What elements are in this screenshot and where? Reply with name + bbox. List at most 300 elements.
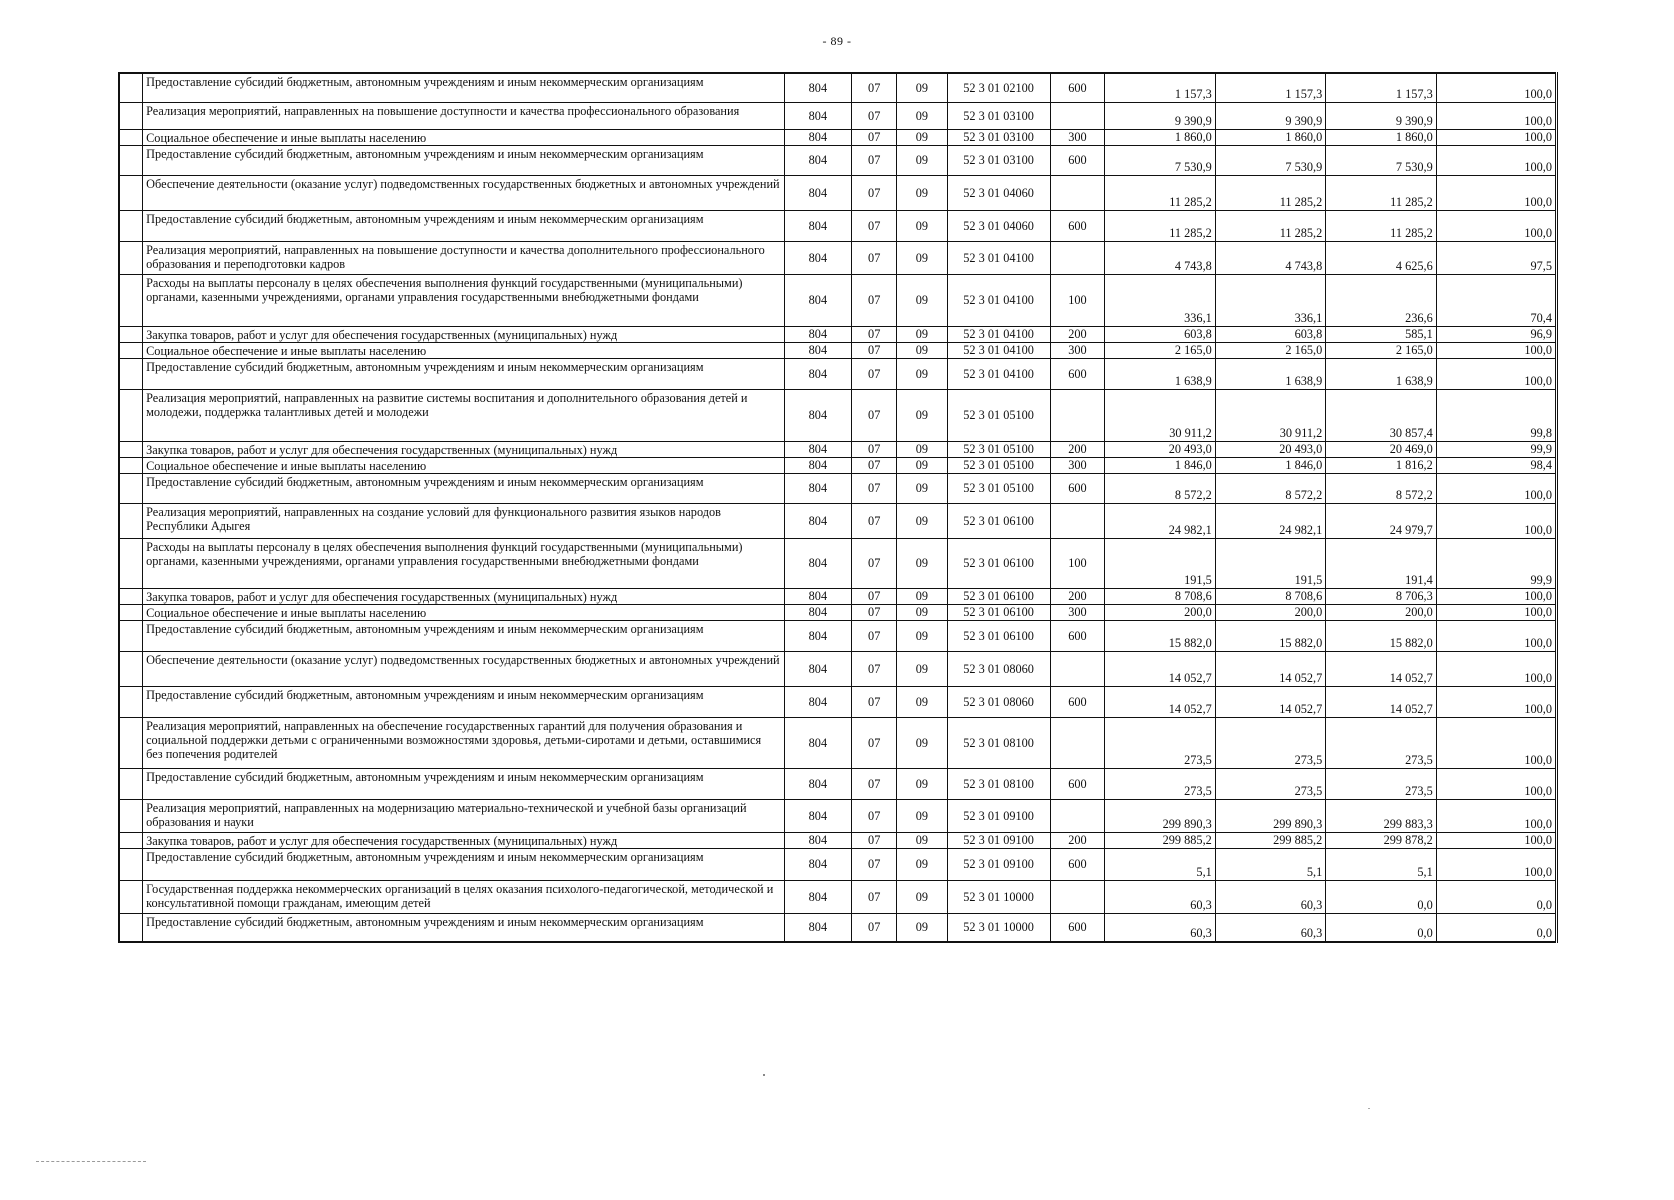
table-row [119, 358, 1557, 389]
cell-approved: 191,5 [1105, 538, 1215, 588]
cell-section: 07 [852, 389, 897, 441]
cell-section: 07 [852, 473, 897, 503]
table-body [119, 73, 1557, 942]
cell-revised: 603,8 [1215, 326, 1325, 342]
cell-approved: 1 860,0 [1105, 129, 1215, 145]
cell-margin [119, 129, 143, 145]
cell-subsection: 09 [897, 473, 947, 503]
cell-expense-type: 600 [1050, 620, 1105, 651]
cell-target-article: 52 3 01 06100 [947, 588, 1050, 604]
table-row [119, 880, 1557, 913]
cell-name: Предоставление субсидий бюджетным, автономным учреждениям и иным некоммерческим организациям [143, 913, 785, 942]
cell-revised: 191,5 [1215, 538, 1325, 588]
cell-subsection: 09 [897, 457, 947, 473]
table-row [119, 441, 1557, 457]
cell-revised: 8 572,2 [1215, 473, 1325, 503]
cell-ved: 804 [784, 145, 852, 175]
budget-table-container [118, 72, 1558, 943]
cell-approved: 2 165,0 [1105, 342, 1215, 358]
cell-approved: 5,1 [1105, 848, 1215, 880]
cell-expense-type: 600 [1050, 473, 1105, 503]
cell-expense-type [1050, 241, 1105, 274]
cell-executed: 273,5 [1326, 768, 1436, 799]
cell-approved: 24 982,1 [1105, 503, 1215, 538]
cell-subsection: 09 [897, 848, 947, 880]
cell-executed: 24 979,7 [1326, 503, 1436, 538]
cell-executed: 8 706,3 [1326, 588, 1436, 604]
cell-percent: 100,0 [1436, 651, 1556, 686]
cell-percent: 100,0 [1436, 604, 1556, 620]
cell-expense-type: 100 [1050, 274, 1105, 326]
cell-revised: 14 052,7 [1215, 686, 1325, 717]
cell-percent: 100,0 [1436, 768, 1556, 799]
cell-ved: 804 [784, 848, 852, 880]
table-row [119, 651, 1557, 686]
cell-name: Реализация мероприятий, направленных на модернизацию материально-технической и учебной базы организаций образования и науки [143, 799, 785, 832]
cell-margin [119, 538, 143, 588]
cell-name: Социальное обеспечение и иные выплаты населению [143, 604, 785, 620]
cell-expense-type [1050, 102, 1105, 129]
cell-section: 07 [852, 503, 897, 538]
cell-target-article: 52 3 01 04060 [947, 175, 1050, 210]
cell-section: 07 [852, 686, 897, 717]
cell-subsection: 09 [897, 538, 947, 588]
cell-subsection: 09 [897, 686, 947, 717]
table-row [119, 503, 1557, 538]
cell-target-article: 52 3 01 04100 [947, 342, 1050, 358]
cell-executed: 4 625,6 [1326, 241, 1436, 274]
cell-subsection: 09 [897, 175, 947, 210]
cell-revised: 336,1 [1215, 274, 1325, 326]
cell-percent: 100,0 [1436, 342, 1556, 358]
cell-ved: 804 [784, 102, 852, 129]
cell-target-article: 52 3 01 10000 [947, 913, 1050, 942]
cell-section: 07 [852, 175, 897, 210]
cell-section: 07 [852, 145, 897, 175]
cell-section: 07 [852, 799, 897, 832]
cell-target-article: 52 3 01 08060 [947, 686, 1050, 717]
cell-revised: 8 708,6 [1215, 588, 1325, 604]
cell-target-article: 52 3 01 03100 [947, 102, 1050, 129]
cell-subsection: 09 [897, 799, 947, 832]
cell-subsection: 09 [897, 102, 947, 129]
cell-subsection: 09 [897, 441, 947, 457]
cell-revised: 1 846,0 [1215, 457, 1325, 473]
cell-executed: 299 883,3 [1326, 799, 1436, 832]
cell-target-article: 52 3 01 04100 [947, 241, 1050, 274]
cell-percent: 100,0 [1436, 473, 1556, 503]
cell-approved: 273,5 [1105, 768, 1215, 799]
cell-section: 07 [852, 717, 897, 768]
cell-target-article: 52 3 01 05100 [947, 389, 1050, 441]
cell-ved: 804 [784, 73, 852, 102]
cell-target-article: 52 3 01 02100 [947, 73, 1050, 102]
cell-section: 07 [852, 588, 897, 604]
cell-expense-type: 300 [1050, 129, 1105, 145]
table-row [119, 686, 1557, 717]
cell-percent: 100,0 [1436, 686, 1556, 717]
table-row [119, 620, 1557, 651]
cell-executed: 30 857,4 [1326, 389, 1436, 441]
cell-expense-type: 600 [1050, 210, 1105, 241]
scan-speck [1368, 1108, 1370, 1109]
cell-revised: 273,5 [1215, 768, 1325, 799]
cell-target-article: 52 3 01 05100 [947, 457, 1050, 473]
table-row [119, 717, 1557, 768]
cell-percent: 96,9 [1436, 326, 1556, 342]
cell-margin [119, 342, 143, 358]
cell-expense-type: 600 [1050, 913, 1105, 942]
table-row [119, 129, 1557, 145]
cell-executed: 585,1 [1326, 326, 1436, 342]
cell-executed: 299 878,2 [1326, 832, 1436, 848]
cell-ved: 804 [784, 241, 852, 274]
cell-target-article: 52 3 01 10000 [947, 880, 1050, 913]
cell-expense-type: 300 [1050, 342, 1105, 358]
cell-percent: 100,0 [1436, 129, 1556, 145]
cell-target-article: 52 3 01 05100 [947, 473, 1050, 503]
cell-revised: 200,0 [1215, 604, 1325, 620]
cell-approved: 15 882,0 [1105, 620, 1215, 651]
cell-margin [119, 768, 143, 799]
cell-ved: 804 [784, 913, 852, 942]
cell-approved: 60,3 [1105, 913, 1215, 942]
table-row [119, 210, 1557, 241]
cell-name: Предоставление субсидий бюджетным, автономным учреждениям и иным некоммерческим организациям [143, 768, 785, 799]
cell-target-article: 52 3 01 04100 [947, 326, 1050, 342]
cell-subsection: 09 [897, 274, 947, 326]
cell-revised: 9 390,9 [1215, 102, 1325, 129]
cell-approved: 1 638,9 [1105, 358, 1215, 389]
cell-ved: 804 [784, 210, 852, 241]
cell-target-article: 52 3 01 06100 [947, 503, 1050, 538]
cell-ved: 804 [784, 604, 852, 620]
cell-target-article: 52 3 01 09100 [947, 848, 1050, 880]
cell-approved: 20 493,0 [1105, 441, 1215, 457]
table-row [119, 538, 1557, 588]
cell-revised: 299 890,3 [1215, 799, 1325, 832]
cell-subsection: 09 [897, 358, 947, 389]
cell-expense-type [1050, 880, 1105, 913]
cell-expense-type: 600 [1050, 73, 1105, 102]
cell-ved: 804 [784, 717, 852, 768]
table-row [119, 457, 1557, 473]
cell-subsection: 09 [897, 145, 947, 175]
cell-executed: 11 285,2 [1326, 175, 1436, 210]
cell-section: 07 [852, 832, 897, 848]
cell-percent: 70,4 [1436, 274, 1556, 326]
cell-name: Обеспечение деятельности (оказание услуг) подведомственных государственных бюджетных и автономных учреждений [143, 651, 785, 686]
cell-name: Предоставление субсидий бюджетным, автономным учреждениям и иным некоммерческим организациям [143, 210, 785, 241]
cell-section: 07 [852, 326, 897, 342]
cell-section: 07 [852, 768, 897, 799]
cell-executed: 1 816,2 [1326, 457, 1436, 473]
table-row [119, 799, 1557, 832]
cell-ved: 804 [784, 686, 852, 717]
cell-section: 07 [852, 274, 897, 326]
cell-subsection: 09 [897, 342, 947, 358]
cell-percent: 100,0 [1436, 717, 1556, 768]
cell-subsection: 09 [897, 620, 947, 651]
cell-revised: 299 885,2 [1215, 832, 1325, 848]
cell-subsection: 09 [897, 651, 947, 686]
cell-ved: 804 [784, 358, 852, 389]
cell-executed: 236,6 [1326, 274, 1436, 326]
cell-approved: 273,5 [1105, 717, 1215, 768]
cell-ved: 804 [784, 342, 852, 358]
cell-target-article: 52 3 01 03100 [947, 129, 1050, 145]
cell-section: 07 [852, 620, 897, 651]
table-row [119, 145, 1557, 175]
cell-margin [119, 102, 143, 129]
cell-name: Реализация мероприятий, направленных на обеспечение государственных гарантий для получения образования и социальной поддержки детьми с ограниченными возможностями здоровья, детьми-сиротами и детьми, оставшимися без попечения родителей [143, 717, 785, 768]
cell-margin [119, 848, 143, 880]
cell-percent: 100,0 [1436, 73, 1556, 102]
cell-expense-type [1050, 175, 1105, 210]
cell-ved: 804 [784, 620, 852, 651]
cell-subsection: 09 [897, 588, 947, 604]
cell-approved: 4 743,8 [1105, 241, 1215, 274]
cell-subsection: 09 [897, 913, 947, 942]
cell-percent: 99,8 [1436, 389, 1556, 441]
cell-ved: 804 [784, 832, 852, 848]
cell-target-article: 52 3 01 06100 [947, 620, 1050, 651]
cell-expense-type [1050, 503, 1105, 538]
cell-percent: 100,0 [1436, 175, 1556, 210]
table-row [119, 274, 1557, 326]
cell-expense-type [1050, 389, 1105, 441]
cell-approved: 299 890,3 [1105, 799, 1215, 832]
cell-target-article: 52 3 01 04100 [947, 274, 1050, 326]
cell-revised: 7 530,9 [1215, 145, 1325, 175]
cell-approved: 1 846,0 [1105, 457, 1215, 473]
cell-margin [119, 241, 143, 274]
cell-expense-type [1050, 799, 1105, 832]
cell-section: 07 [852, 457, 897, 473]
cell-percent: 0,0 [1436, 913, 1556, 942]
cell-approved: 1 157,3 [1105, 73, 1215, 102]
table-row [119, 604, 1557, 620]
scan-speck [763, 1074, 765, 1076]
cell-approved: 299 885,2 [1105, 832, 1215, 848]
cell-name: Предоставление субсидий бюджетным, автономным учреждениям и иным некоммерческим организациям [143, 73, 785, 102]
cell-ved: 804 [784, 651, 852, 686]
cell-expense-type [1050, 651, 1105, 686]
cell-name: Закупка товаров, работ и услуг для обеспечения государственных (муниципальных) нужд [143, 588, 785, 604]
cell-subsection: 09 [897, 326, 947, 342]
cell-percent: 100,0 [1436, 358, 1556, 389]
scan-artifact [36, 1161, 146, 1163]
cell-margin [119, 832, 143, 848]
cell-margin [119, 145, 143, 175]
cell-subsection: 09 [897, 389, 947, 441]
table-row [119, 175, 1557, 210]
cell-name: Реализация мероприятий, направленных на повышение доступности и качества дополнительного профессионального образования и переподготовки кадров [143, 241, 785, 274]
cell-approved: 200,0 [1105, 604, 1215, 620]
cell-revised: 1 860,0 [1215, 129, 1325, 145]
cell-subsection: 09 [897, 604, 947, 620]
cell-ved: 804 [784, 880, 852, 913]
cell-margin [119, 358, 143, 389]
cell-margin [119, 799, 143, 832]
cell-percent: 100,0 [1436, 832, 1556, 848]
cell-executed: 1 157,3 [1326, 73, 1436, 102]
cell-margin [119, 73, 143, 102]
cell-margin [119, 620, 143, 651]
cell-subsection: 09 [897, 129, 947, 145]
cell-section: 07 [852, 358, 897, 389]
cell-ved: 804 [784, 588, 852, 604]
cell-revised: 20 493,0 [1215, 441, 1325, 457]
cell-subsection: 09 [897, 241, 947, 274]
cell-margin [119, 457, 143, 473]
cell-target-article: 52 3 01 08060 [947, 651, 1050, 686]
cell-executed: 14 052,7 [1326, 651, 1436, 686]
cell-margin [119, 717, 143, 768]
table-row [119, 389, 1557, 441]
cell-margin [119, 604, 143, 620]
cell-revised: 60,3 [1215, 913, 1325, 942]
cell-percent: 100,0 [1436, 799, 1556, 832]
cell-ved: 804 [784, 129, 852, 145]
cell-name: Предоставление субсидий бюджетным, автономным учреждениям и иным некоммерческим организациям [143, 620, 785, 651]
cell-approved: 603,8 [1105, 326, 1215, 342]
cell-margin [119, 503, 143, 538]
cell-executed: 273,5 [1326, 717, 1436, 768]
cell-name: Предоставление субсидий бюджетным, автономным учреждениям и иным некоммерческим организациям [143, 848, 785, 880]
cell-executed: 11 285,2 [1326, 210, 1436, 241]
cell-subsection: 09 [897, 210, 947, 241]
cell-section: 07 [852, 913, 897, 942]
cell-margin [119, 588, 143, 604]
cell-executed: 20 469,0 [1326, 441, 1436, 457]
cell-revised: 2 165,0 [1215, 342, 1325, 358]
cell-executed: 2 165,0 [1326, 342, 1436, 358]
cell-percent: 100,0 [1436, 145, 1556, 175]
cell-approved: 7 530,9 [1105, 145, 1215, 175]
cell-revised: 1 157,3 [1215, 73, 1325, 102]
cell-subsection: 09 [897, 880, 947, 913]
cell-name: Реализация мероприятий, направленных на развитие системы воспитания и дополнительного образования детей и молодежи, поддержка талантливых детей и молодежи [143, 389, 785, 441]
cell-subsection: 09 [897, 503, 947, 538]
cell-ved: 804 [784, 274, 852, 326]
cell-expense-type: 100 [1050, 538, 1105, 588]
cell-executed: 1 638,9 [1326, 358, 1436, 389]
cell-percent: 100,0 [1436, 620, 1556, 651]
cell-revised: 11 285,2 [1215, 210, 1325, 241]
cell-target-article: 52 3 01 04100 [947, 358, 1050, 389]
cell-name: Закупка товаров, работ и услуг для обеспечения государственных (муниципальных) нужд [143, 441, 785, 457]
cell-percent: 0,0 [1436, 880, 1556, 913]
cell-name: Расходы на выплаты персоналу в целях обеспечения выполнения функций государственными (муниципальными) органами, казенными учреждениями, органами управления государственными внебюджетными фондами [143, 274, 785, 326]
cell-name: Предоставление субсидий бюджетным, автономным учреждениям и иным некоммерческим организациям [143, 145, 785, 175]
table-row [119, 326, 1557, 342]
cell-approved: 8 708,6 [1105, 588, 1215, 604]
page-number: - 89 - [822, 34, 852, 48]
cell-name: Закупка товаров, работ и услуг для обеспечения государственных (муниципальных) нужд [143, 326, 785, 342]
cell-subsection: 09 [897, 768, 947, 799]
cell-percent: 99,9 [1436, 538, 1556, 588]
cell-section: 07 [852, 241, 897, 274]
cell-target-article: 52 3 01 06100 [947, 538, 1050, 588]
cell-section: 07 [852, 102, 897, 129]
cell-margin [119, 175, 143, 210]
cell-name: Государственная поддержка некоммерческих организаций в целях оказания психолого-педагогической, методической и консультативной помощи гражданам, имеющим детей [143, 880, 785, 913]
table-row [119, 848, 1557, 880]
cell-margin [119, 473, 143, 503]
cell-revised: 5,1 [1215, 848, 1325, 880]
cell-ved: 804 [784, 175, 852, 210]
cell-executed: 0,0 [1326, 880, 1436, 913]
cell-expense-type: 300 [1050, 604, 1105, 620]
cell-revised: 1 638,9 [1215, 358, 1325, 389]
cell-executed: 7 530,9 [1326, 145, 1436, 175]
cell-margin [119, 210, 143, 241]
cell-ved: 804 [784, 441, 852, 457]
cell-subsection: 09 [897, 73, 947, 102]
cell-target-article: 52 3 01 09100 [947, 832, 1050, 848]
cell-name: Социальное обеспечение и иные выплаты населению [143, 129, 785, 145]
cell-ved: 804 [784, 389, 852, 441]
cell-expense-type: 600 [1050, 768, 1105, 799]
table-row [119, 588, 1557, 604]
cell-executed: 15 882,0 [1326, 620, 1436, 651]
cell-expense-type [1050, 717, 1105, 768]
cell-expense-type: 600 [1050, 145, 1105, 175]
table-row [119, 73, 1557, 102]
cell-margin [119, 326, 143, 342]
cell-expense-type: 200 [1050, 588, 1105, 604]
cell-target-article: 52 3 01 03100 [947, 145, 1050, 175]
cell-target-article: 52 3 01 08100 [947, 717, 1050, 768]
cell-percent: 100,0 [1436, 588, 1556, 604]
cell-margin [119, 880, 143, 913]
cell-target-article: 52 3 01 08100 [947, 768, 1050, 799]
cell-subsection: 09 [897, 717, 947, 768]
cell-section: 07 [852, 651, 897, 686]
cell-revised: 24 982,1 [1215, 503, 1325, 538]
table-row [119, 241, 1557, 274]
cell-revised: 4 743,8 [1215, 241, 1325, 274]
cell-ved: 804 [784, 768, 852, 799]
cell-approved: 14 052,7 [1105, 651, 1215, 686]
cell-ved: 804 [784, 503, 852, 538]
table-row [119, 342, 1557, 358]
cell-section: 07 [852, 210, 897, 241]
cell-executed: 14 052,7 [1326, 686, 1436, 717]
cell-name: Социальное обеспечение и иные выплаты населению [143, 457, 785, 473]
cell-name: Предоставление субсидий бюджетным, автономным учреждениям и иным некоммерческим организациям [143, 358, 785, 389]
cell-expense-type: 600 [1050, 848, 1105, 880]
cell-ved: 804 [784, 326, 852, 342]
table-row [119, 102, 1557, 129]
cell-margin [119, 441, 143, 457]
cell-ved: 804 [784, 538, 852, 588]
cell-approved: 11 285,2 [1105, 210, 1215, 241]
cell-executed: 9 390,9 [1326, 102, 1436, 129]
cell-percent: 98,4 [1436, 457, 1556, 473]
cell-percent: 99,9 [1436, 441, 1556, 457]
cell-percent: 100,0 [1436, 848, 1556, 880]
cell-revised: 30 911,2 [1215, 389, 1325, 441]
cell-approved: 9 390,9 [1105, 102, 1215, 129]
cell-name: Расходы на выплаты персоналу в целях обеспечения выполнения функций государственными (муниципальными) органами, казенными учреждениями, органами управления государственными внебюджетными фондами [143, 538, 785, 588]
cell-revised: 11 285,2 [1215, 175, 1325, 210]
cell-approved: 336,1 [1105, 274, 1215, 326]
cell-revised: 273,5 [1215, 717, 1325, 768]
cell-margin [119, 389, 143, 441]
cell-expense-type: 600 [1050, 358, 1105, 389]
